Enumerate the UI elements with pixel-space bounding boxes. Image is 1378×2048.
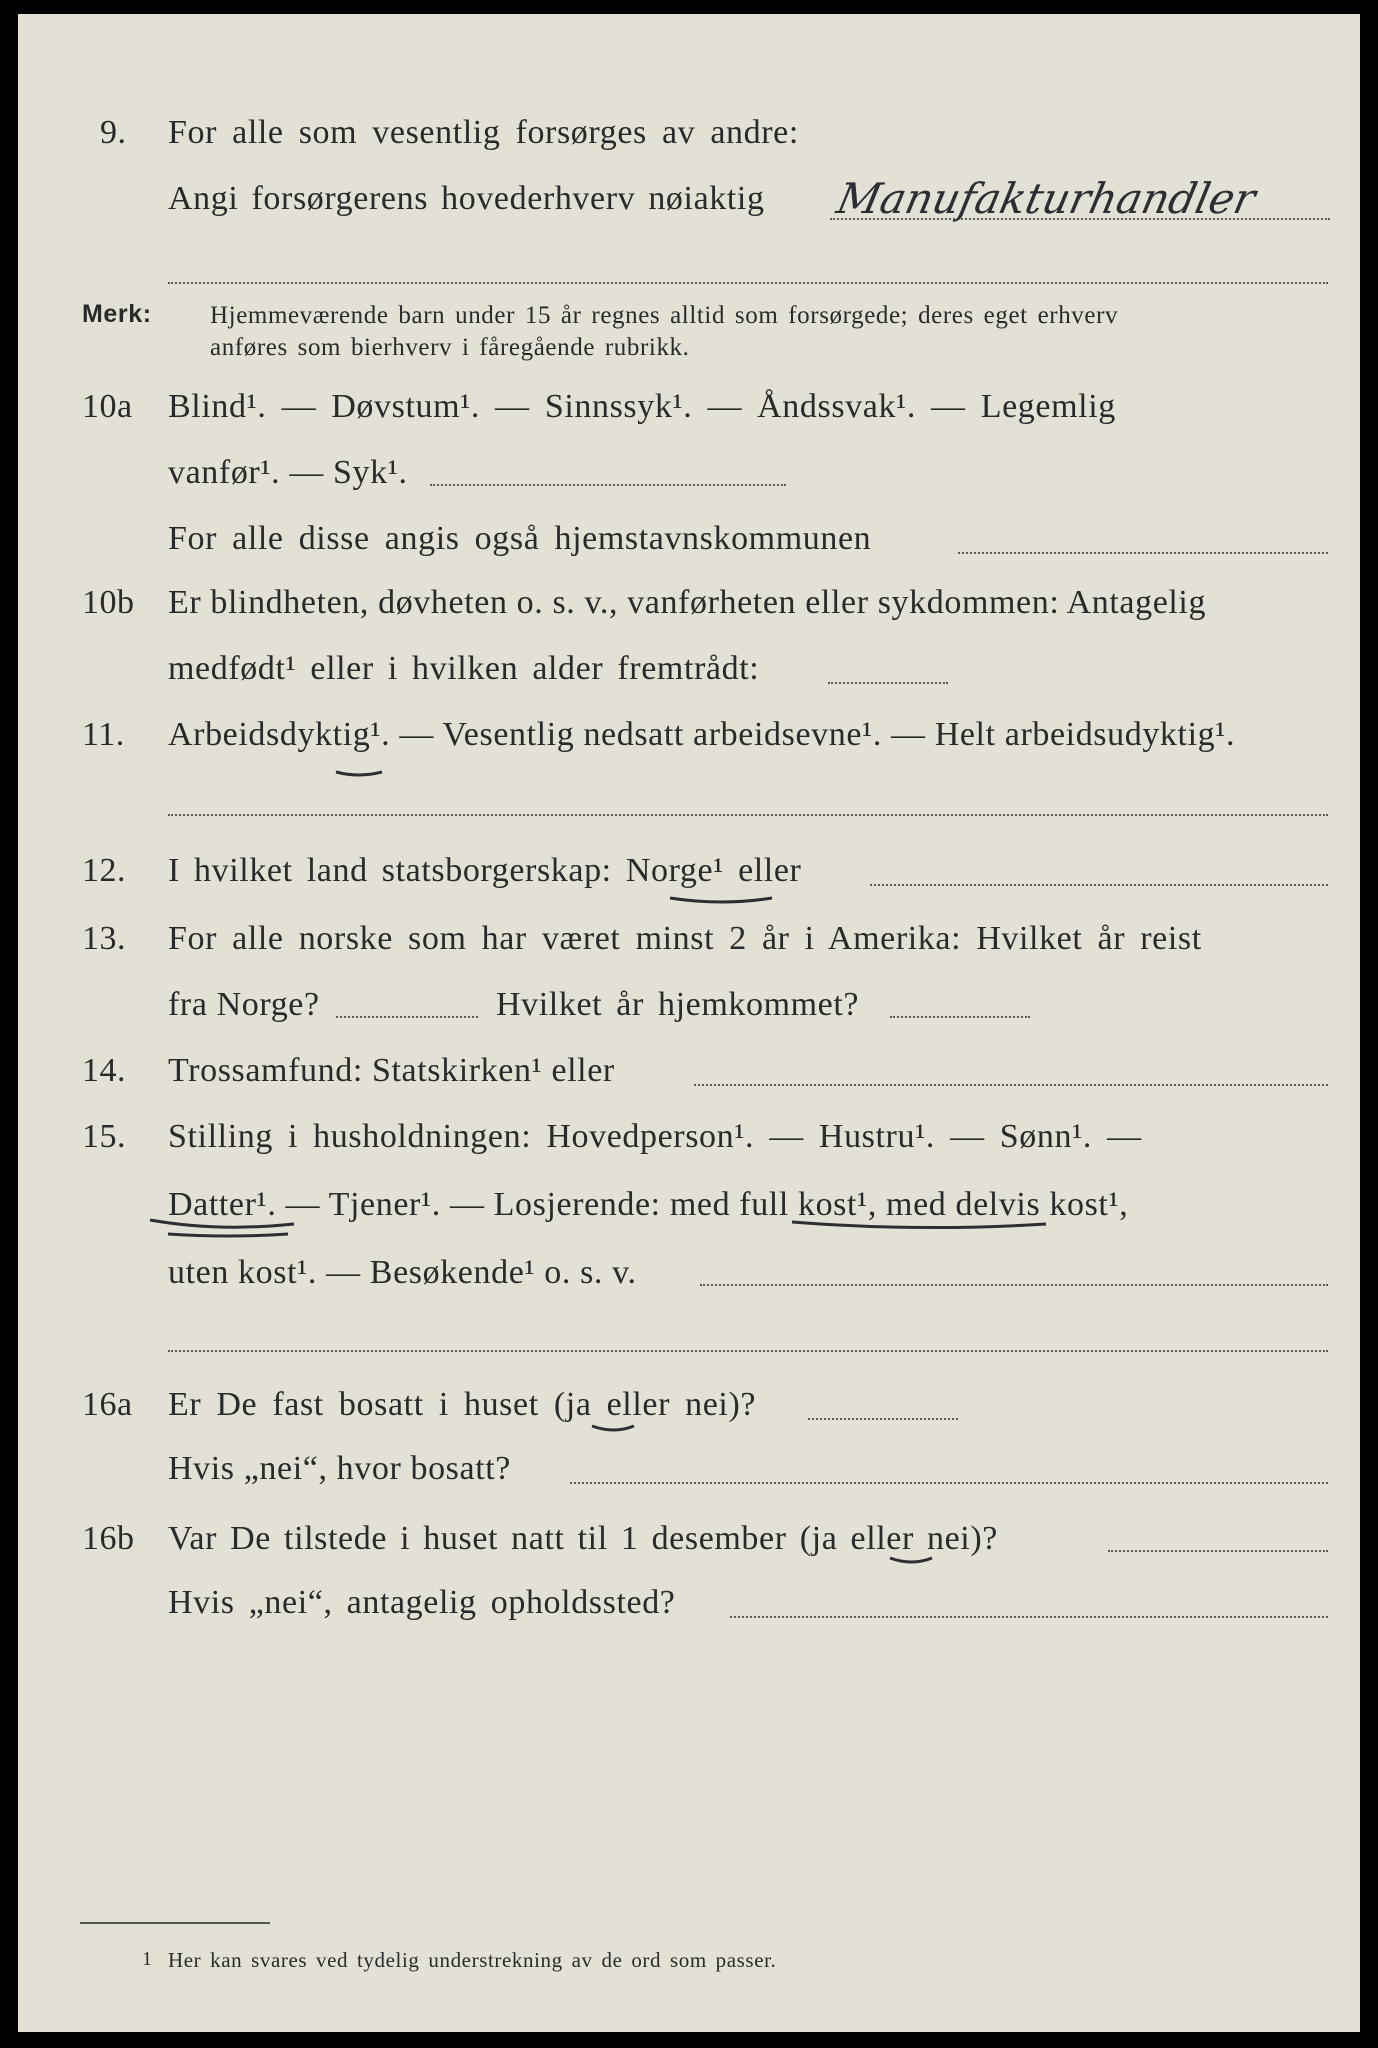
q11-extra-line [168, 814, 1328, 816]
q9-extra-line [168, 282, 1328, 284]
q10a-number: 10a [82, 388, 133, 425]
q9-line1: For alle som vesentlig forsørges av andre: [168, 114, 799, 151]
q15-fullkost-underline [790, 1214, 1050, 1236]
q12-norge-underline [668, 892, 776, 908]
q15-line2: Datter¹. — Tjener¹. — Losjerende: med full kost¹, med delvis kost¹, [168, 1186, 1129, 1223]
q12-answer-line [870, 884, 1328, 886]
q13-line1: For alle norske som har været minst 2 år i Amerika: Hvilket år reist [168, 920, 1202, 957]
q10b-line2: medfødt¹ eller i hvilken alder fremtrådt: [168, 650, 760, 687]
merk-line2: anføres som bierhverv i fåregående rubrikk. [210, 334, 690, 361]
q16a-number: 16a [82, 1386, 133, 1423]
q16b-opholdssted-line [730, 1616, 1328, 1618]
q15-extra-line [168, 1350, 1328, 1352]
q13-line2a: fra Norge? [168, 986, 320, 1023]
q11-underline-mark [334, 764, 384, 780]
q16a-line1: Er De fast bosatt i huset (ja eller nei)? [168, 1386, 757, 1423]
q16b-line1: Var De tilstede i huset natt til 1 desember (ja eller nei)? [168, 1520, 998, 1557]
q12-number: 12. [82, 852, 126, 889]
q9-number: 9. [100, 114, 127, 151]
q11-line1: Arbeidsdyktig¹. — Vesentlig nedsatt arbeidsevne¹. — Helt arbeidsudyktig¹. [168, 716, 1236, 753]
q14-answer-line [694, 1084, 1328, 1086]
q13-hjemkommet-line [890, 1016, 1030, 1018]
footnote-text: Her kan svares ved tydelig understrekning av de ord som passer. [168, 1948, 777, 1972]
footnote-rule [80, 1922, 270, 1924]
q10a-line1: Blind¹. — Døvstum¹. — Sinnssyk¹. — Åndssvak¹. — Legemlig [168, 388, 1116, 425]
q16b-number: 16b [82, 1520, 135, 1557]
q16a-bosatt-line [570, 1482, 1328, 1484]
q15-line3: uten kost¹. — Besøkende¹ o. s. v. [168, 1254, 637, 1291]
q14-number: 14. [82, 1052, 126, 1089]
q16a-line2: Hvis „nei“, hvor bosatt? [168, 1450, 511, 1487]
q10b-answer-line [828, 682, 948, 684]
q16b-answer-line [1108, 1550, 1328, 1552]
census-form-page [18, 14, 1360, 2032]
q13-line2b: Hvilket år hjemkommet? [496, 986, 860, 1023]
q16b-line2: Hvis „nei“, antagelig opholdssted? [168, 1584, 676, 1621]
q13-number: 13. [82, 920, 126, 957]
q16b-ja-underline [888, 1552, 936, 1568]
q10b-number: 10b [82, 584, 135, 621]
q13-reist-line [336, 1016, 478, 1018]
q14-line1: Trossamfund: Statskirken¹ eller [168, 1052, 615, 1089]
q9-handwritten-answer: Manufakturhandler [832, 174, 1260, 223]
q15-answer-line [700, 1284, 1328, 1286]
q15-number: 15. [82, 1118, 126, 1155]
merk-label: Merk: [82, 300, 152, 328]
q11-number: 11. [82, 716, 125, 753]
q10a-kommune-line [958, 552, 1328, 554]
q15-datter-underline [148, 1210, 298, 1240]
q12-line1: I hvilket land statsborgerskap: Norge¹ eller [168, 852, 802, 889]
q16a-ja-underline [590, 1420, 638, 1436]
q10a-syk-line [430, 484, 786, 486]
q15-line1: Stilling i husholdningen: Hovedperson¹. — Hustru¹. — Sønn¹. — [168, 1118, 1142, 1155]
q10a-line3: For alle disse angis også hjemstavnskommunen [168, 520, 872, 557]
q9-line2: Angi forsørgerens hovederhverv nøiaktig [168, 180, 765, 217]
q10a-line2: vanfør¹. — Syk¹. [168, 454, 408, 491]
q10b-line1: Er blindheten, døvheten o. s. v., vanførheten eller sykdommen: Antagelig [168, 584, 1207, 621]
q16a-answer-line [808, 1418, 958, 1420]
merk-line1: Hjemmeværende barn under 15 år regnes alltid som forsørgede; deres eget erhverv [210, 302, 1119, 329]
footnote-mark: 1 [142, 1948, 153, 1970]
